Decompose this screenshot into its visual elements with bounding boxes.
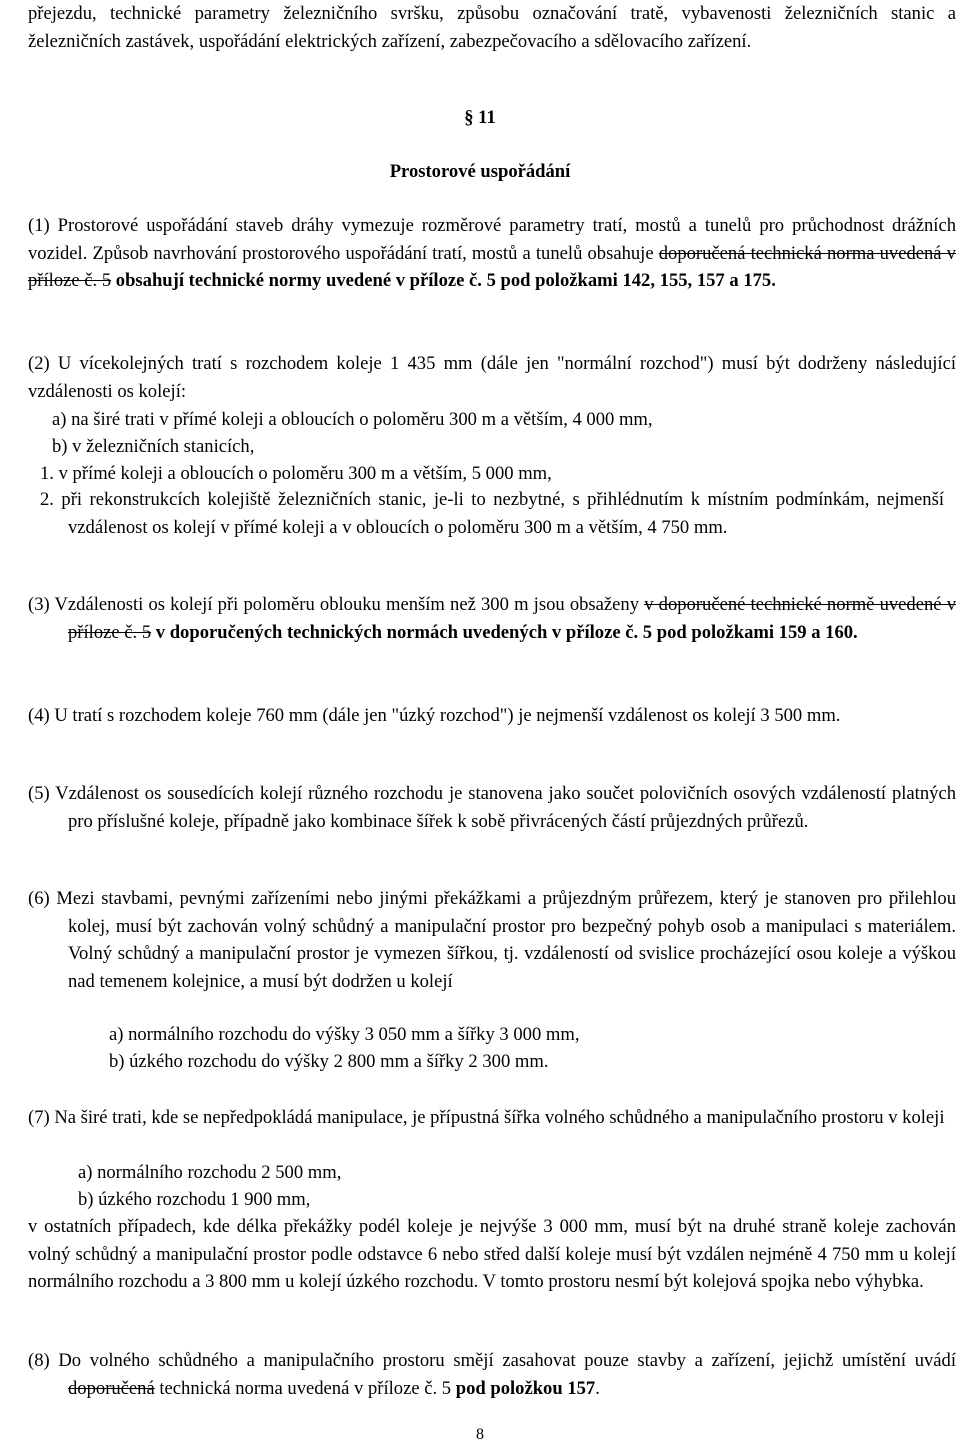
paragraph-7-tail: v ostatních případech, kde délka překážky podél koleje je nejvýše 3 000 mm, musí být na druhé straně koleje zachován volný schůdný a manipulační prostor podle odstavce 6 nebo střed další koleje musí být vzdálen nejméně 4 750 mm u kolejí normálního rozchodu a 3 800 mm u kolejí úzkého rozchodu. V tomto prostoru nesmí být kolejová spojka nebo výhybka. <box>28 1216 956 1293</box>
paragraph-2-item-1: 1. v přímé koleji a obloucích o poloměru 300 m a větším, 5 000 mm, <box>40 463 552 484</box>
paragraph-1 <box>28 212 956 295</box>
paragraph-8-text-2: technická norma uvedená v příloze č. 5 <box>154 1377 456 1399</box>
paragraph-6-lead: (6) Mezi stavbami, pevnými zařízeními nebo jinými překážkami a průjezdným průřezem, který je stanoven pro přilehlou kolej, musí být zachován volný schůdný a manipulační prostor pro bezpečný pohyb osob a manipulaci s materiálem. Volný schůdný a manipulační prostor je vymezen šířkou, tj. vzdáleností od svislice procházející osou koleje a výškou nad temenem kolejnice, a musí být dodržen u kolejí <box>28 888 956 992</box>
paragraph-8-inserted: pod položkou 157 <box>455 1377 596 1399</box>
paragraph-4: (4) U tratí s rozchodem koleje 760 mm (dále jen "úzký rozchod") je nejmenší vzdálenost os kolejí 3 500 mm. <box>28 705 841 726</box>
paragraph-5: (5) Vzdálenost os sousedících kolejí různého rozchodu je stanovena jako součet polovičních osových vzdáleností platných pro příslušné koleje, případně jako kombinace šířek k sobě přivrácených částí průjezdných průřezů. <box>28 783 956 832</box>
paragraph-3 <box>28 591 956 646</box>
paragraph-2-item-b: b) v železničních stanicích, <box>52 436 255 457</box>
paragraph-6-item-b: b) úzkého rozchodu do výšky 2 800 mm a šířky 2 300 mm. <box>109 1051 549 1072</box>
section-title: Prostorové uspořádání <box>389 161 571 182</box>
paragraph-8-text: (8) Do volného schůdného a manipulačního prostoru smějí zasahovat pouze stavby a zařízení, jejichž umístění uvádí <box>28 1350 956 1371</box>
paragraph-8 <box>28 1347 956 1402</box>
paragraph-1-struck: doporučená technická norma uvedená v příloze č. 5 <box>28 242 956 292</box>
paragraph-3-text: (3) Vzdálenosti os kolejí při poloměru oblouku menším než 300 m jsou obsaženy <box>28 594 645 615</box>
paragraph-7-item-b: b) úzkého rozchodu 1 900 mm, <box>78 1189 311 1210</box>
paragraph-2-item-2: 2. při rekonstrukcích kolejiště železničních stanic, je-li to nezbytné, s přihlédnutím k místním podmínkám, nejmenší vzdálenost os kolejí v přímé koleji a v obloucích o poloměru 300 m a větším, 4 750 mm. <box>40 489 944 538</box>
paragraph-3-inserted: v doporučených technických normách uvedených v příloze č. 5 pod položkami 159 a 160. <box>151 621 858 643</box>
paragraph-7-lead: (7) Na širé trati, kde se nepředpokládá manipulace, je přípustná šířka volného schůdného a manipulačního prostoru v koleji <box>28 1107 945 1128</box>
section-number: § 11 <box>464 107 496 128</box>
paragraph-2-lead: (2) U vícekolejných tratí s rozchodem koleje 1 435 mm (dále jen "normální rozchod") musí být dodrženy následující vzdálenosti os kolejí: <box>28 353 956 402</box>
paragraph-3-struck: v doporučené technické normě uvedené v příloze č. 5 <box>68 594 956 643</box>
paragraph-8-end: . <box>595 1377 600 1399</box>
paragraph-8-struck: doporučená <box>68 1377 155 1399</box>
paragraph-6-item-a: a) normálního rozchodu do výšky 3 050 mm a šířky 3 000 mm, <box>109 1024 580 1045</box>
paragraph-1-text: (1) Prostorové uspořádání staveb dráhy vymezuje rozměrové parametry tratí, mostů a tunelů pro průchodnost drážních vozidel. Způsob navrhování prostorového uspořádání tratí, mostů a tunelů obsahuje <box>28 215 956 264</box>
paragraph-1-inserted: obsahují technické normy uvedené v příloze č. 5 pod položkami 142, 155, 157 a 175. <box>111 270 776 292</box>
intro-paragraph: přejezdu, technické parametry železničního svršku, způsobu označování tratě, vybavenosti železničních stanic a železničních zastávek, uspořádání elektrických zařízení, zabezpečovacího a sdělovacího zařízení. <box>28 3 956 52</box>
paragraph-2-item-a: a) na širé trati v přímé koleji a obloucích o poloměru 300 m a větším, 4 000 mm, <box>52 409 653 430</box>
paragraph-7-item-a: a) normálního rozchodu 2 500 mm, <box>78 1162 342 1183</box>
page-number: 8 <box>476 1426 484 1443</box>
